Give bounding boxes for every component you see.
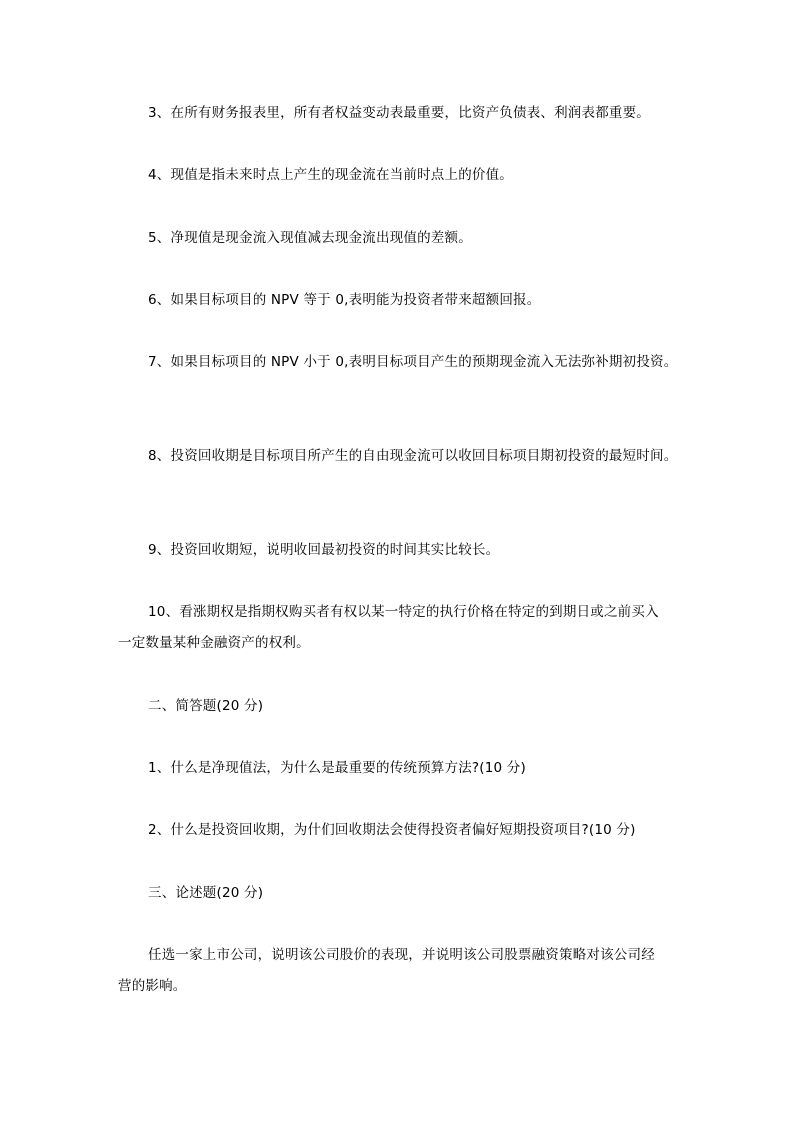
short-answer-q2: 2、什么是投资回收期，为什们回收期法会使得投资者偏好短期投资项目?(10 分) xyxy=(148,822,636,838)
section-short-answer-heading: 二、简答题(20 分) xyxy=(148,698,264,714)
item-4: 4、现值是指未来时点上产生的现金流在当前时点上的价值。 xyxy=(148,167,513,183)
item-9: 9、投资回收期短，说明收回最初投资的时间其实比较长。 xyxy=(148,542,500,558)
item-10-line2: 一定数量某种金融资产的权利。 xyxy=(118,635,310,651)
section-essay-heading: 三、论述题(20 分) xyxy=(148,885,264,901)
essay-question-line2: 营的影响。 xyxy=(118,978,187,994)
item-3: 3、在所有财务报表里，所有者权益变动表最重要，比资产负债表、利润表都重要。 xyxy=(148,105,650,121)
essay-question-line1: 任选一家上市公司，说明该公司股价的表现，并说明该公司股票融资策略对该公司经 xyxy=(148,947,655,963)
short-answer-q1: 1、什么是净现值法，为什么是最重要的传统预算方法?(10 分) xyxy=(148,760,526,776)
item-7: 7、如果目标项目的 NPV 小于 0,表明目标项目产生的预期现金流入无法弥补期初投资。 xyxy=(148,354,678,370)
item-6: 6、如果目标项目的 NPV 等于 0,表明能为投资者带来超额回报。 xyxy=(148,292,541,308)
item-10-line1: 10、看涨期权是指期权购买者有权以某一特定的执行价格在特定的到期日或之前买入 xyxy=(148,604,659,620)
item-5: 5、净现值是现金流入现值减去现金流出现值的差额。 xyxy=(148,230,472,246)
item-8: 8、投资回收期是目标项目所产生的自由现金流可以收回目标项目期初投资的最短时间。 xyxy=(148,448,678,464)
